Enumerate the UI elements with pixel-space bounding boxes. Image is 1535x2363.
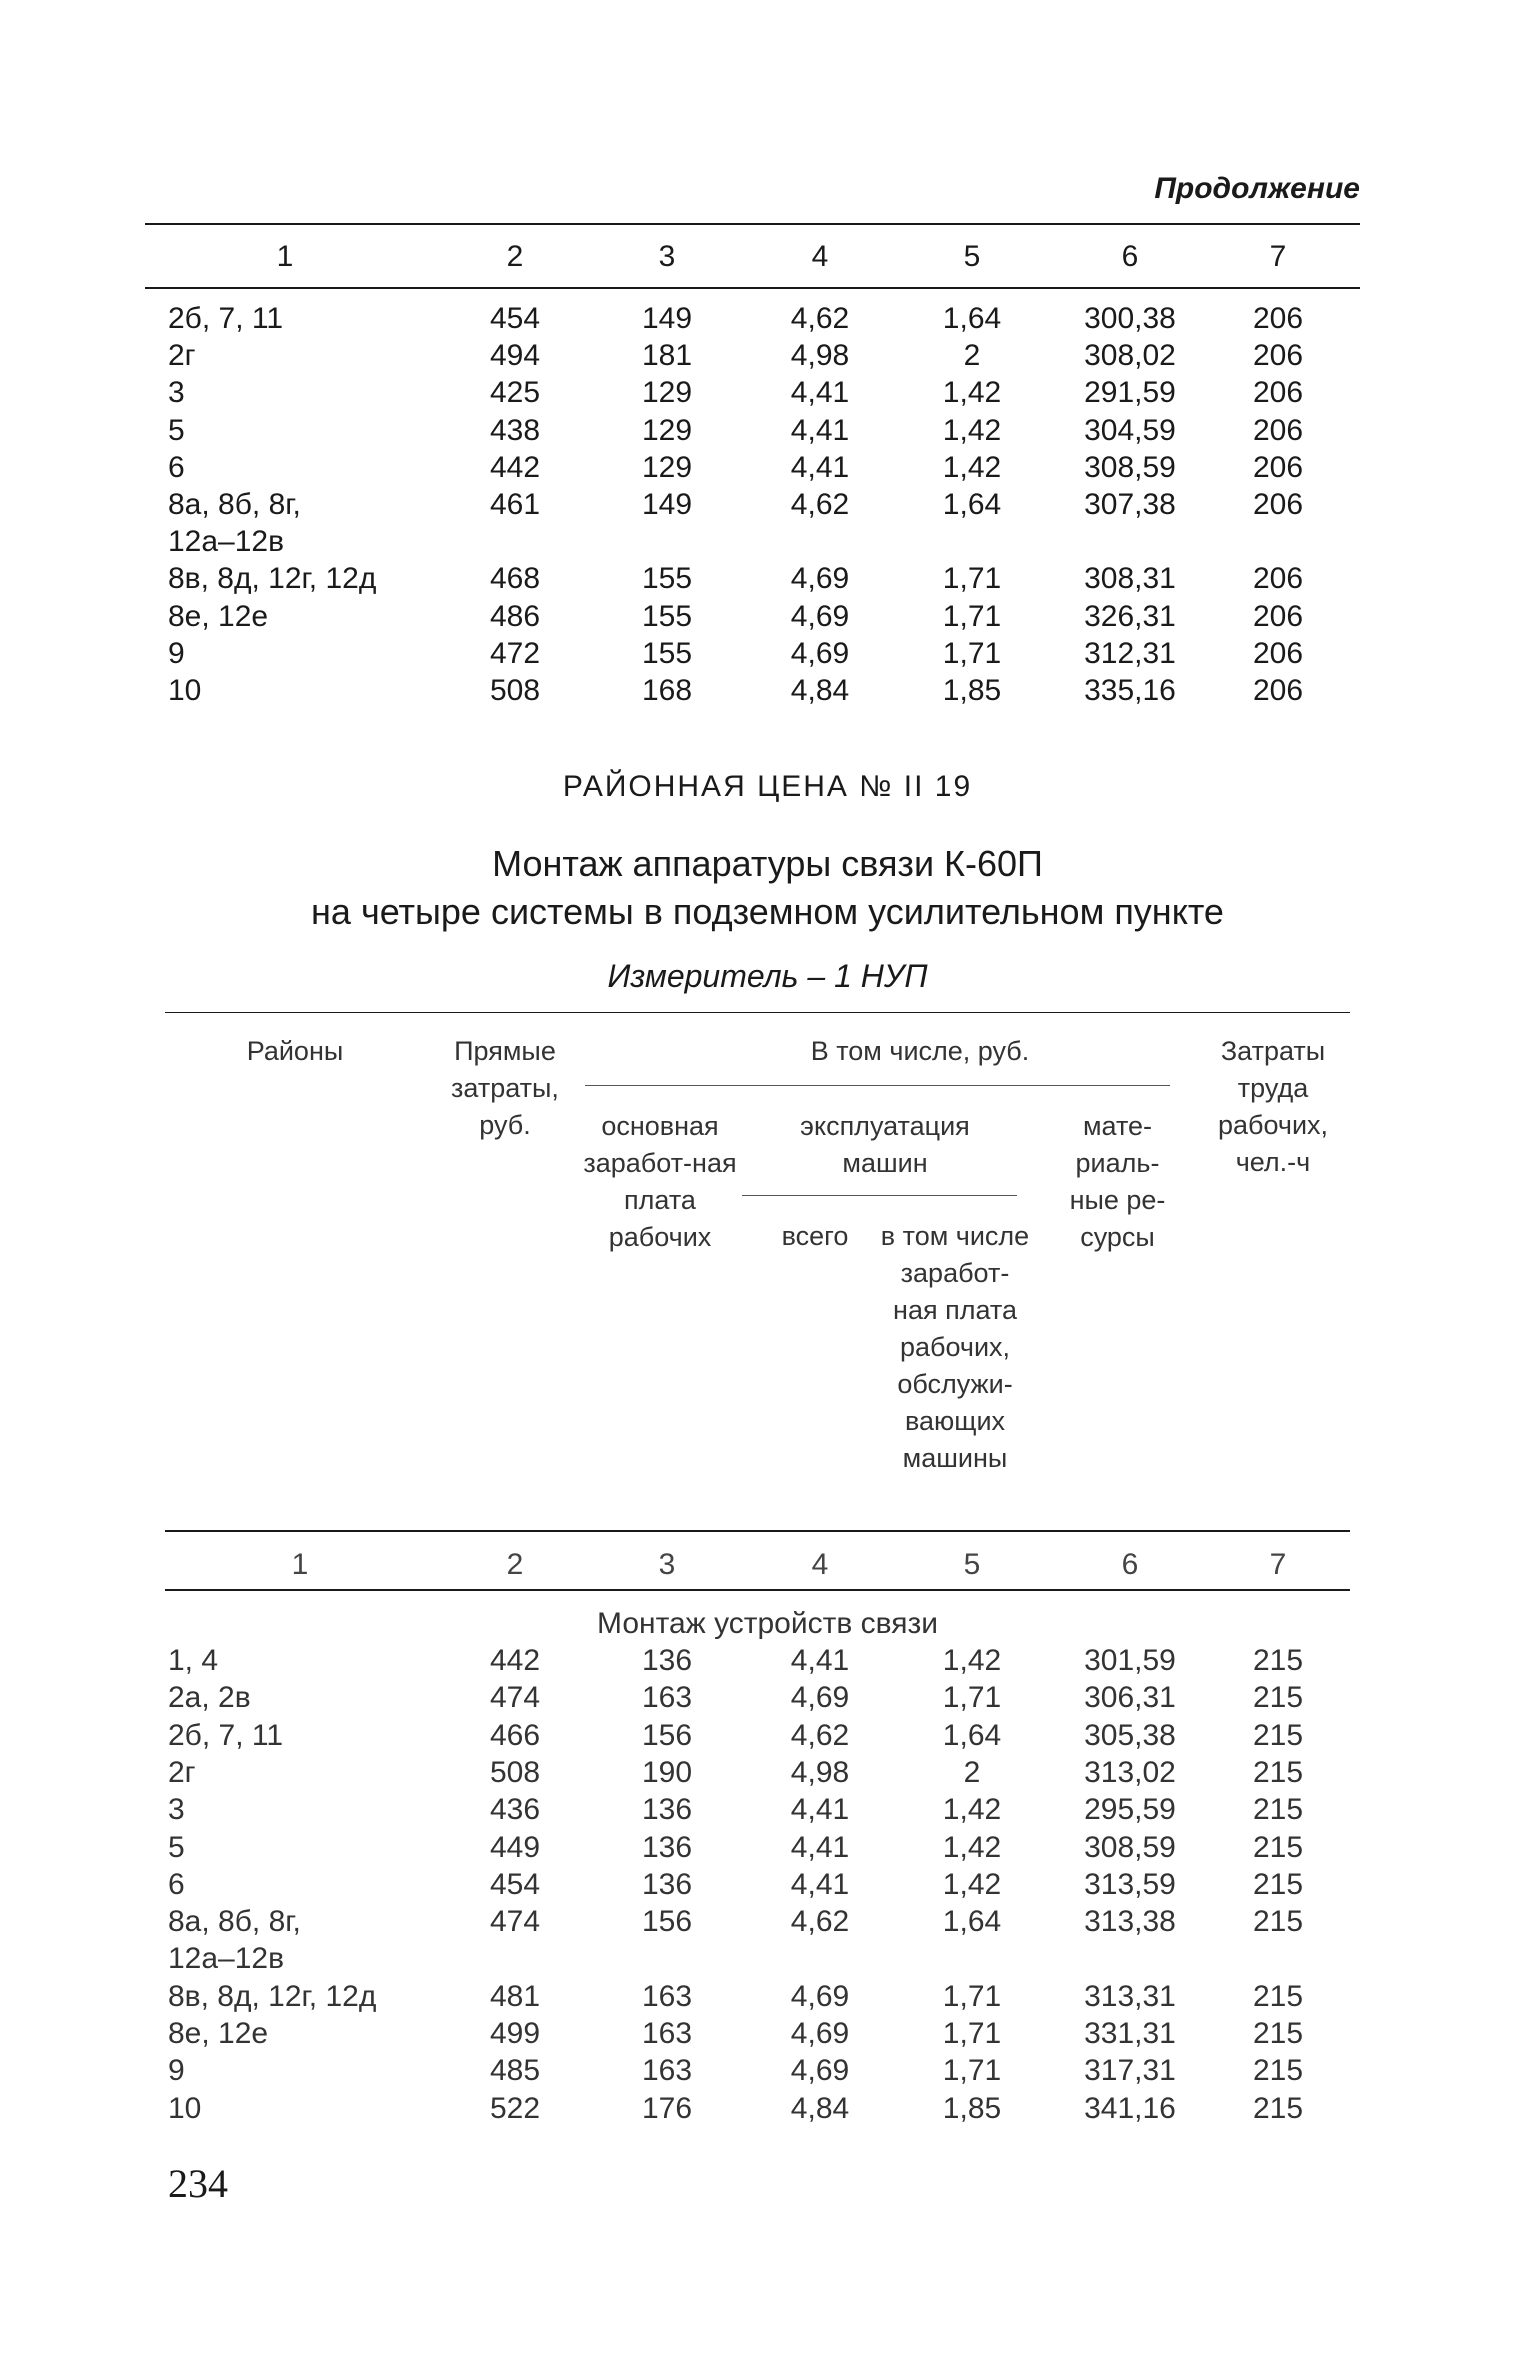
value-cell: 2 [963,339,981,373]
region-cell: 10 [168,674,202,707]
table2-header-rule [165,1530,1350,1532]
value-cell: 438 [489,413,541,447]
region-cell: 8а, 8б, 8г, [168,488,301,521]
colnum-2: 2 [506,1548,524,1581]
value-cell: 313,31 [1084,1979,1176,2013]
value-cell: 156 [641,1718,693,1752]
value-cell: 176 [641,2091,693,2125]
region-cell: 2г [168,339,196,373]
header-labor: Затраты труда рабочих, чел.-ч [1217,1036,1329,1177]
value-cell: 1,85 [942,674,1002,707]
value-cell: 1,42 [942,450,1002,484]
table1-header-rule [145,287,1360,289]
value-cell: 190 [641,1755,693,1789]
colnum-6: 6 [1121,240,1139,273]
table-row [0,1793,1535,1831]
value-cell: 305,38 [1084,1718,1176,1752]
value-cell: 4,69 [790,2017,850,2050]
value-cell: 215 [1252,1867,1304,1901]
value-cell: 206 [1252,562,1304,596]
value-cell: 454 [489,1867,541,1901]
colnum-2: 2 [506,240,524,273]
region-cell: 3 [168,1793,185,1827]
value-cell: 1,64 [942,1718,1002,1752]
value-cell: 4,84 [790,674,850,707]
table1-col-numbers [0,240,1535,278]
table-row [0,674,1535,712]
value-cell: 163 [641,2054,693,2088]
colnum-1: 1 [276,240,294,273]
value-cell: 4,62 [790,302,850,335]
value-cell: 308,31 [1084,562,1176,596]
table-row [0,302,1535,340]
value-cell: 129 [641,376,693,410]
region-cell: 8в, 8д, 12г, 12д [168,1979,377,2013]
measure-unit: Измеритель – 1 НУП [607,958,928,994]
page-number: 234 [168,2161,228,2206]
work-title-line2: на четыре системы в подземном усилительном пункте [311,891,1224,932]
header-including: В том числе, руб. [810,1036,1030,1066]
region-cell: 1, 4 [168,1644,219,1677]
value-cell: 1,85 [942,2091,1002,2125]
value-cell: 306,31 [1084,1681,1176,1715]
table-row [0,1719,1535,1757]
table-row [0,600,1535,638]
region-cell: 9 [168,2054,185,2088]
header-incl-wage: в том числе заработ-ная плата рабочих, обслужи-вающих машины [880,1221,1030,1473]
value-cell: 442 [489,450,541,484]
colnum-5: 5 [963,240,981,273]
value-cell: 295,59 [1084,1793,1176,1827]
value-cell: 215 [1252,1644,1304,1677]
value-cell: 436 [489,1793,541,1827]
value-cell: 1,42 [942,1793,1002,1827]
value-cell: 308,02 [1084,339,1176,373]
value-cell: 155 [641,636,693,670]
table2-top-rule [165,1012,1350,1013]
table-row [0,376,1535,414]
value-cell: 215 [1252,1830,1304,1864]
table-row [0,451,1535,489]
value-cell: 168 [641,674,693,707]
table2-numbers-rule [165,1589,1350,1591]
value-cell: 163 [641,2017,693,2050]
table-row [0,1681,1535,1719]
region-cell: 8в, 8д, 12г, 12д [168,562,377,596]
value-cell: 206 [1252,674,1304,707]
value-cell: 486 [489,599,541,633]
value-cell: 4,41 [790,450,850,484]
value-cell: 301,59 [1084,1644,1176,1677]
value-cell: 136 [641,1867,693,1901]
colnum-6: 6 [1121,1548,1139,1581]
header-machine-rule [742,1195,1017,1196]
region-cell: 3 [168,376,185,410]
value-cell: 215 [1252,1905,1304,1939]
value-cell: 1,71 [942,636,1002,670]
value-cell: 4,62 [790,1718,850,1752]
value-cell: 206 [1252,302,1304,335]
value-cell: 129 [641,413,693,447]
table-row [0,637,1535,675]
value-cell: 206 [1252,488,1304,521]
table-row [0,1980,1535,2018]
value-cell: 4,41 [790,413,850,447]
value-cell: 4,69 [790,2054,850,2088]
table2-col-numbers [0,1548,1535,1586]
header-materials: мате-риаль-ные ре-сурсы [1069,1111,1166,1252]
continuation-label: Продолжение [1154,172,1360,205]
value-cell: 215 [1252,1793,1304,1827]
value-cell: 499 [489,2017,541,2050]
region-cell: 2б, 7, 11 [168,1718,284,1752]
value-cell: 1,71 [942,2054,1002,2088]
table-row [0,525,1535,563]
value-cell: 163 [641,1979,693,2013]
value-cell: 4,41 [790,376,850,410]
value-cell: 494 [489,339,541,373]
header-total: всего [781,1221,849,1251]
table-row [0,1644,1535,1682]
value-cell: 4,69 [790,1681,850,1715]
table-row [0,1831,1535,1869]
value-cell: 313,38 [1084,1905,1176,1939]
region-cell: 12а–12в [168,1942,285,1976]
table-row [0,414,1535,452]
value-cell: 155 [641,599,693,633]
section-label: Монтаж устройств связи [597,1607,938,1640]
value-cell: 215 [1252,1681,1304,1715]
value-cell: 149 [641,302,693,335]
value-cell: 4,41 [790,1867,850,1901]
value-cell: 454 [489,302,541,335]
value-cell: 206 [1252,413,1304,447]
value-cell: 312,31 [1084,636,1176,670]
region-cell: 9 [168,636,185,670]
value-cell: 474 [489,1681,541,1715]
colnum-7: 7 [1269,240,1287,273]
value-cell: 215 [1252,2054,1304,2088]
value-cell: 1,42 [942,376,1002,410]
header-regions: Районы [246,1036,344,1066]
value-cell: 461 [489,488,541,521]
value-cell: 331,31 [1084,2017,1176,2050]
region-cell: 8е, 12е [168,599,269,633]
table-row [0,2092,1535,2130]
value-cell: 215 [1252,1979,1304,2013]
table-row [0,1942,1535,1980]
colnum-4: 4 [811,1548,829,1581]
value-cell: 155 [641,562,693,596]
value-cell: 206 [1252,450,1304,484]
region-cell: 2б, 7, 11 [168,302,284,335]
value-cell: 1,42 [942,1644,1002,1677]
value-cell: 308,59 [1084,450,1176,484]
value-cell: 1,71 [942,599,1002,633]
value-cell: 4,98 [790,339,850,373]
value-cell: 508 [489,1755,541,1789]
value-cell: 1,71 [942,562,1002,596]
value-cell: 341,16 [1084,2091,1176,2125]
value-cell: 136 [641,1793,693,1827]
value-cell: 474 [489,1905,541,1939]
colnum-7: 7 [1269,1548,1287,1581]
value-cell: 425 [489,376,541,410]
value-cell: 313,02 [1084,1755,1176,1789]
value-cell: 215 [1252,2091,1304,2125]
header-base-wage: основная заработ-ная плата рабочих [583,1111,737,1252]
colnum-3: 3 [658,1548,676,1581]
value-cell: 4,41 [790,1644,850,1677]
value-cell: 308,59 [1084,1830,1176,1864]
price-title: РАЙОННАЯ ЦЕНА № II 19 [562,770,973,803]
region-cell: 12а–12в [168,525,285,559]
value-cell: 215 [1252,1718,1304,1752]
region-cell: 8е, 12е [168,2017,269,2050]
region-cell: 5 [168,413,185,447]
region-cell: 5 [168,1830,185,1864]
value-cell: 313,59 [1084,1867,1176,1901]
work-title [0,840,1535,936]
value-cell: 2 [963,1755,981,1789]
value-cell: 317,31 [1084,2054,1176,2088]
value-cell: 181 [641,339,693,373]
work-title-line1: Монтаж аппаратуры связи К-60П [492,843,1043,884]
value-cell: 129 [641,450,693,484]
value-cell: 1,71 [942,1681,1002,1715]
value-cell: 508 [489,674,541,707]
colnum-3: 3 [658,240,676,273]
region-cell: 2а, 2в [168,1681,251,1715]
value-cell: 449 [489,1830,541,1864]
value-cell: 163 [641,1681,693,1715]
value-cell: 472 [489,636,541,670]
value-cell: 1,71 [942,1979,1002,2013]
value-cell: 215 [1252,1755,1304,1789]
value-cell: 485 [489,2054,541,2088]
value-cell: 4,84 [790,2091,850,2125]
table-row [0,2017,1535,2055]
value-cell: 156 [641,1905,693,1939]
header-machine-op: эксплуатация машин [800,1111,970,1178]
value-cell: 136 [641,1644,693,1677]
region-cell: 6 [168,1867,185,1901]
value-cell: 206 [1252,376,1304,410]
value-cell: 307,38 [1084,488,1176,521]
value-cell: 326,31 [1084,599,1176,633]
value-cell: 481 [489,1979,541,2013]
table1-top-rule [145,223,1360,225]
value-cell: 304,59 [1084,413,1176,447]
value-cell: 300,38 [1084,302,1176,335]
value-cell: 206 [1252,339,1304,373]
value-cell: 442 [489,1644,541,1677]
value-cell: 4,62 [790,1905,850,1939]
value-cell: 4,41 [790,1830,850,1864]
value-cell: 335,16 [1084,674,1176,707]
colnum-5: 5 [963,1548,981,1581]
value-cell: 1,42 [942,1830,1002,1864]
colnum-1: 1 [291,1548,309,1581]
header-direct-costs: Прямые затраты, руб. [451,1036,559,1140]
value-cell: 1,64 [942,302,1002,335]
value-cell: 149 [641,488,693,521]
value-cell: 4,41 [790,1793,850,1827]
region-cell: 6 [168,450,185,484]
table-row [0,1756,1535,1794]
colnum-4: 4 [811,240,829,273]
header-including-rule [585,1085,1170,1086]
value-cell: 1,42 [942,413,1002,447]
value-cell: 206 [1252,599,1304,633]
table-row [0,488,1535,526]
value-cell: 4,69 [790,1979,850,2013]
region-cell: 2г [168,1755,196,1789]
value-cell: 291,59 [1084,376,1176,410]
value-cell: 4,69 [790,599,850,633]
value-cell: 215 [1252,2017,1304,2050]
table-row [0,562,1535,600]
table-row [0,339,1535,377]
value-cell: 206 [1252,636,1304,670]
region-cell: 8а, 8б, 8г, [168,1905,301,1939]
value-cell: 4,62 [790,488,850,521]
table-row [0,1905,1535,1943]
table-row [0,2054,1535,2092]
value-cell: 1,64 [942,488,1002,521]
value-cell: 4,98 [790,1755,850,1789]
value-cell: 522 [489,2091,541,2125]
value-cell: 1,64 [942,1905,1002,1939]
table-row [0,1868,1535,1906]
region-cell: 10 [168,2091,202,2125]
value-cell: 136 [641,1830,693,1864]
value-cell: 468 [489,562,541,596]
value-cell: 1,42 [942,1867,1002,1901]
value-cell: 466 [489,1718,541,1752]
value-cell: 4,69 [790,636,850,670]
value-cell: 1,71 [942,2017,1002,2050]
value-cell: 4,69 [790,562,850,596]
